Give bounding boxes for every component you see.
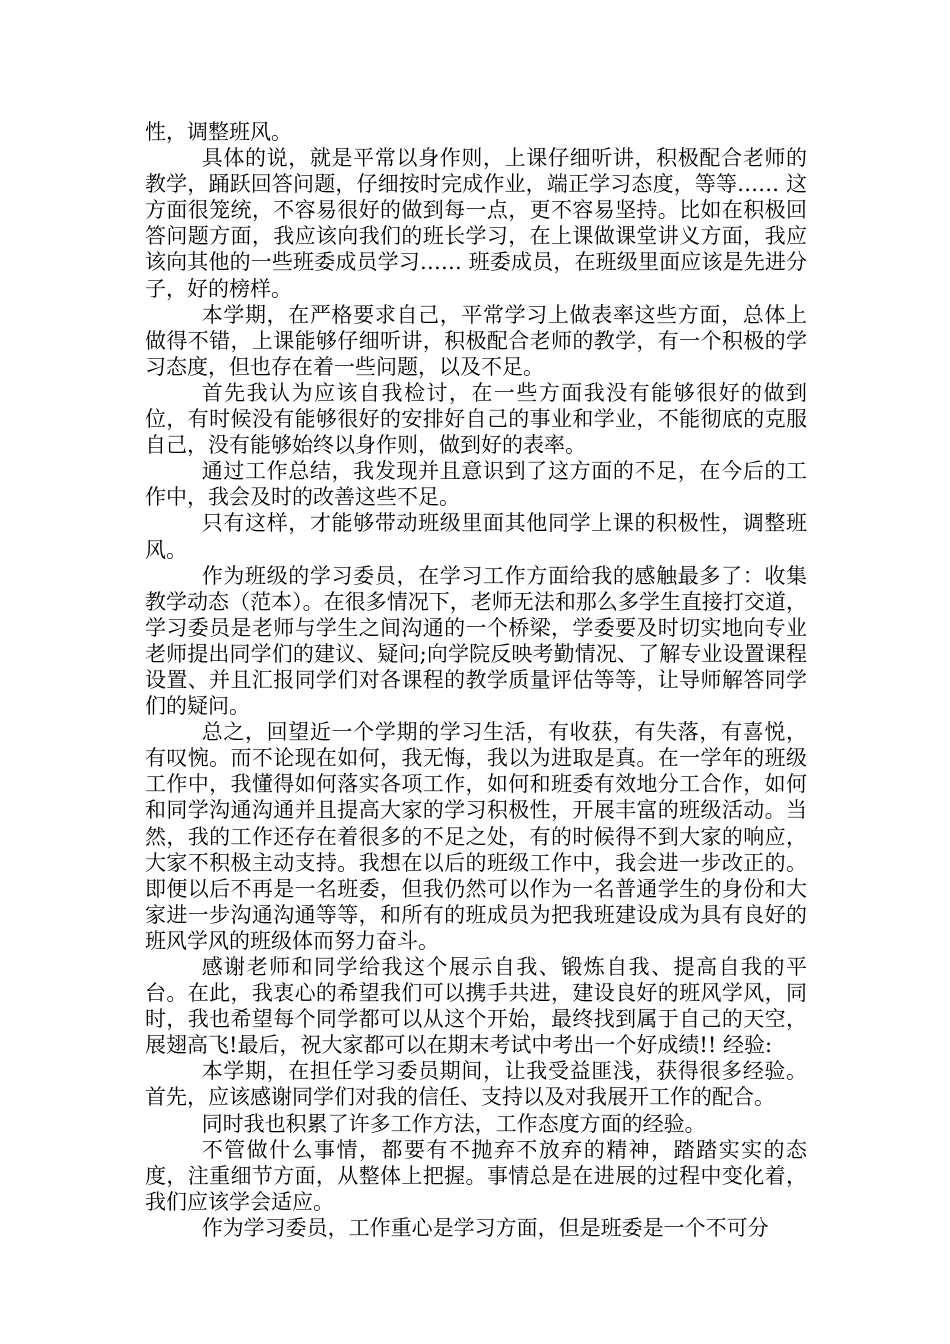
paragraph-5: 通过工作总结，我发现并且意识到了这方面的不足，在今后的工作中，我会及时的改善这些不足。	[145, 459, 807, 510]
paragraph-9: 感谢老师和同学给我这个展示自我、锻炼自我、提高自我的平台。在此，我衷心的希望我们可以携手共进，建设良好的班风学风，同时，我也希望每个同学都可以从这个开始，最终找到属于自己的天空，展翅高飞!最后，祝大家都可以在期末考试中考出一个好成绩!! 经验:	[145, 955, 807, 1058]
paragraph-3: 本学期，在严格要求自己，平常学习上做表率这些方面，总体上做得不错，上课能够仔细听讲，积极配合老师的教学，有一个积极的学习态度，但也存在着一些问题，以及不足。	[145, 302, 807, 379]
paragraph-11: 同时我也积累了许多工作方法，工作态度方面的经验。	[201, 1111, 706, 1136]
paragraph-1: 性，调整班风。	[145, 120, 292, 144]
document-body	[145, 119, 807, 1241]
paragraph-2: 具体的说，就是平常以身作则，上课仔细听讲，积极配合老师的教学，踊跃回答问题，仔细按时完成作业，端正学习态度，等等…… 这方面很笼统，不容易很好的做到每一点，更不容易坚持。比如在积极回答问题方面，我应该向我们的班长学习，在上课做课堂讲义方面，我应该向其他的一些班委成员学习…… 班委成员，在班级里面应该是先进分子，好的榜样。	[145, 146, 807, 301]
paragraph-13: 作为学习委员，工作重心是学习方面，但是班委是一个不可分	[201, 1215, 769, 1240]
paragraph-10: 本学期，在担任学习委员期间，让我受益匪浅，获得很多经验。首先，应该感谢同学们对我的信任、支持以及对我展开工作的配合。	[145, 1059, 807, 1110]
paragraph-8: 总之，回望近一个学期的学习生活，有收获，有失落，有喜悦，有叹惋。而不论现在如何，我无悔，我以为进取是真。在一学年的班级工作中，我懂得如何落实各项工作，如何和班委有效地分工合作，如何和同学沟通沟通并且提高大家的学习积极性，开展丰富的班级活动。当然，我的工作还存在着很多的不足之处，有的时候得不到大家的响应，大家不积极主动支持。我想在以后的班级工作中，我会进一步改正的。即便以后不再是一名班委，但我仍然可以作为一名普通学生的身份和大家进一步沟通沟通等等，和所有的班成员为把我班建设成为具有良好的班风学风的班级体而努力奋斗。	[145, 720, 807, 953]
paragraph-7: 作为班级的学习委员，在学习工作方面给我的感触最多了：收集教学动态（范本）。在很多情况下，老师无法和那么多学生直接打交道，学习委员是老师与学生之间沟通的一个桥梁，学委要及时切实地向专业老师提出同学们的建议、疑问;向学院反映考勤情况、了解专业设置课程设置、并且汇报同学们对各课程的教学质量评估等等，让导师解答同学们的疑问。	[145, 563, 807, 719]
paragraph-4: 首先我认为应该自我检讨，在一些方面我没有能够很好的做到位，有时候没有能够很好的安排好自己的事业和学业，不能彻底的克服自己，没有能够始终以身作则，做到好的表率。	[145, 380, 807, 458]
paragraph-6: 只有这样，才能够带动班级里面其他同学上课的积极性，调整班风。	[145, 511, 807, 562]
paragraph-12: 不管做什么事情，都要有不抛弃不放弃的精神，踏踏实实的态度，注重细节方面，从整体上把握。事情总是在进展的过程中变化着，我们应该学会适应。	[145, 1137, 807, 1214]
